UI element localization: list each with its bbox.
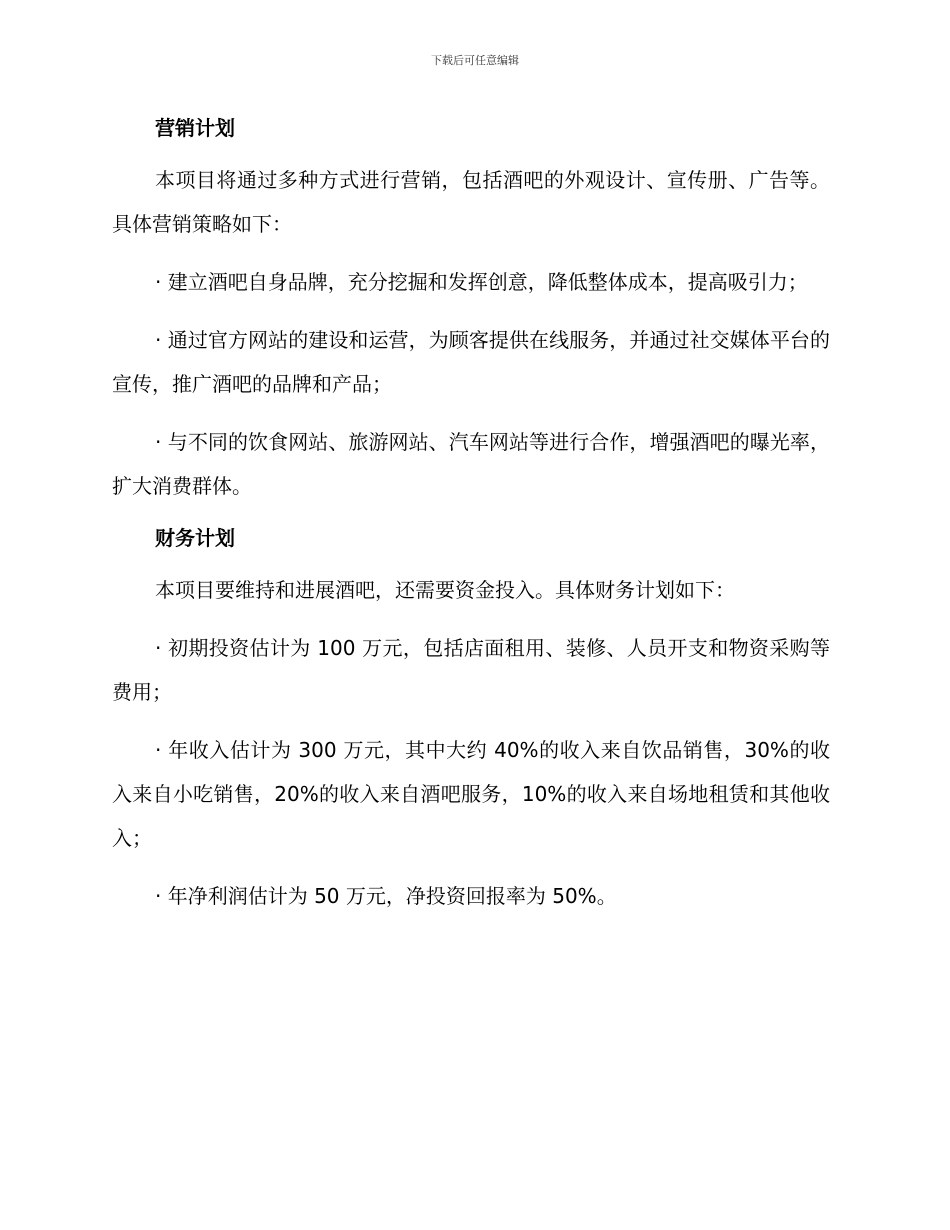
- section-marketing-plan: [112, 112, 830, 508]
- bullet-paragraph: · 年净利润估计为 50 万元，净投资回报率为 50%。: [155, 884, 617, 908]
- bullet-paragraph: · 建立酒吧自身品牌，充分挖掘和发挥创意，降低整体成本，提高吸引力；: [155, 270, 808, 294]
- section-heading: 营销计划: [155, 116, 235, 140]
- bullet-paragraph: · 年收入估计为 300 万元，其中大约 40%的收入来自饮品销售，30%的收入来自小吃销售，20%的收入来自酒吧服务，10%的收入来自场地租赁和其他收入；: [112, 738, 830, 850]
- section-heading: 财务计划: [155, 526, 235, 550]
- section-intro-paragraph: 本项目要维持和进展酒吧，还需要资金投入。具体财务计划如下：: [155, 578, 735, 602]
- section-intro-paragraph: 本项目将通过多种方式进行营销，包括酒吧的外观设计、宣传册、广告等。具体营销策略如下：: [112, 168, 830, 236]
- page-header-note: 下载后可任意编辑: [431, 54, 519, 67]
- bullet-paragraph: · 通过官方网站的建设和运营，为顾客提供在线服务，并通过社交媒体平台的宣传，推广酒吧的品牌和产品；: [112, 328, 830, 396]
- document-body: [112, 112, 830, 918]
- section-financial-plan: [112, 522, 830, 918]
- bullet-paragraph: · 初期投资估计为 100 万元，包括店面租用、装修、人员开支和物资采购等费用；: [112, 636, 830, 704]
- bullet-paragraph: · 与不同的饮食网站、旅游网站、汽车网站等进行合作，增强酒吧的曝光率，扩大消费群体。: [112, 430, 830, 498]
